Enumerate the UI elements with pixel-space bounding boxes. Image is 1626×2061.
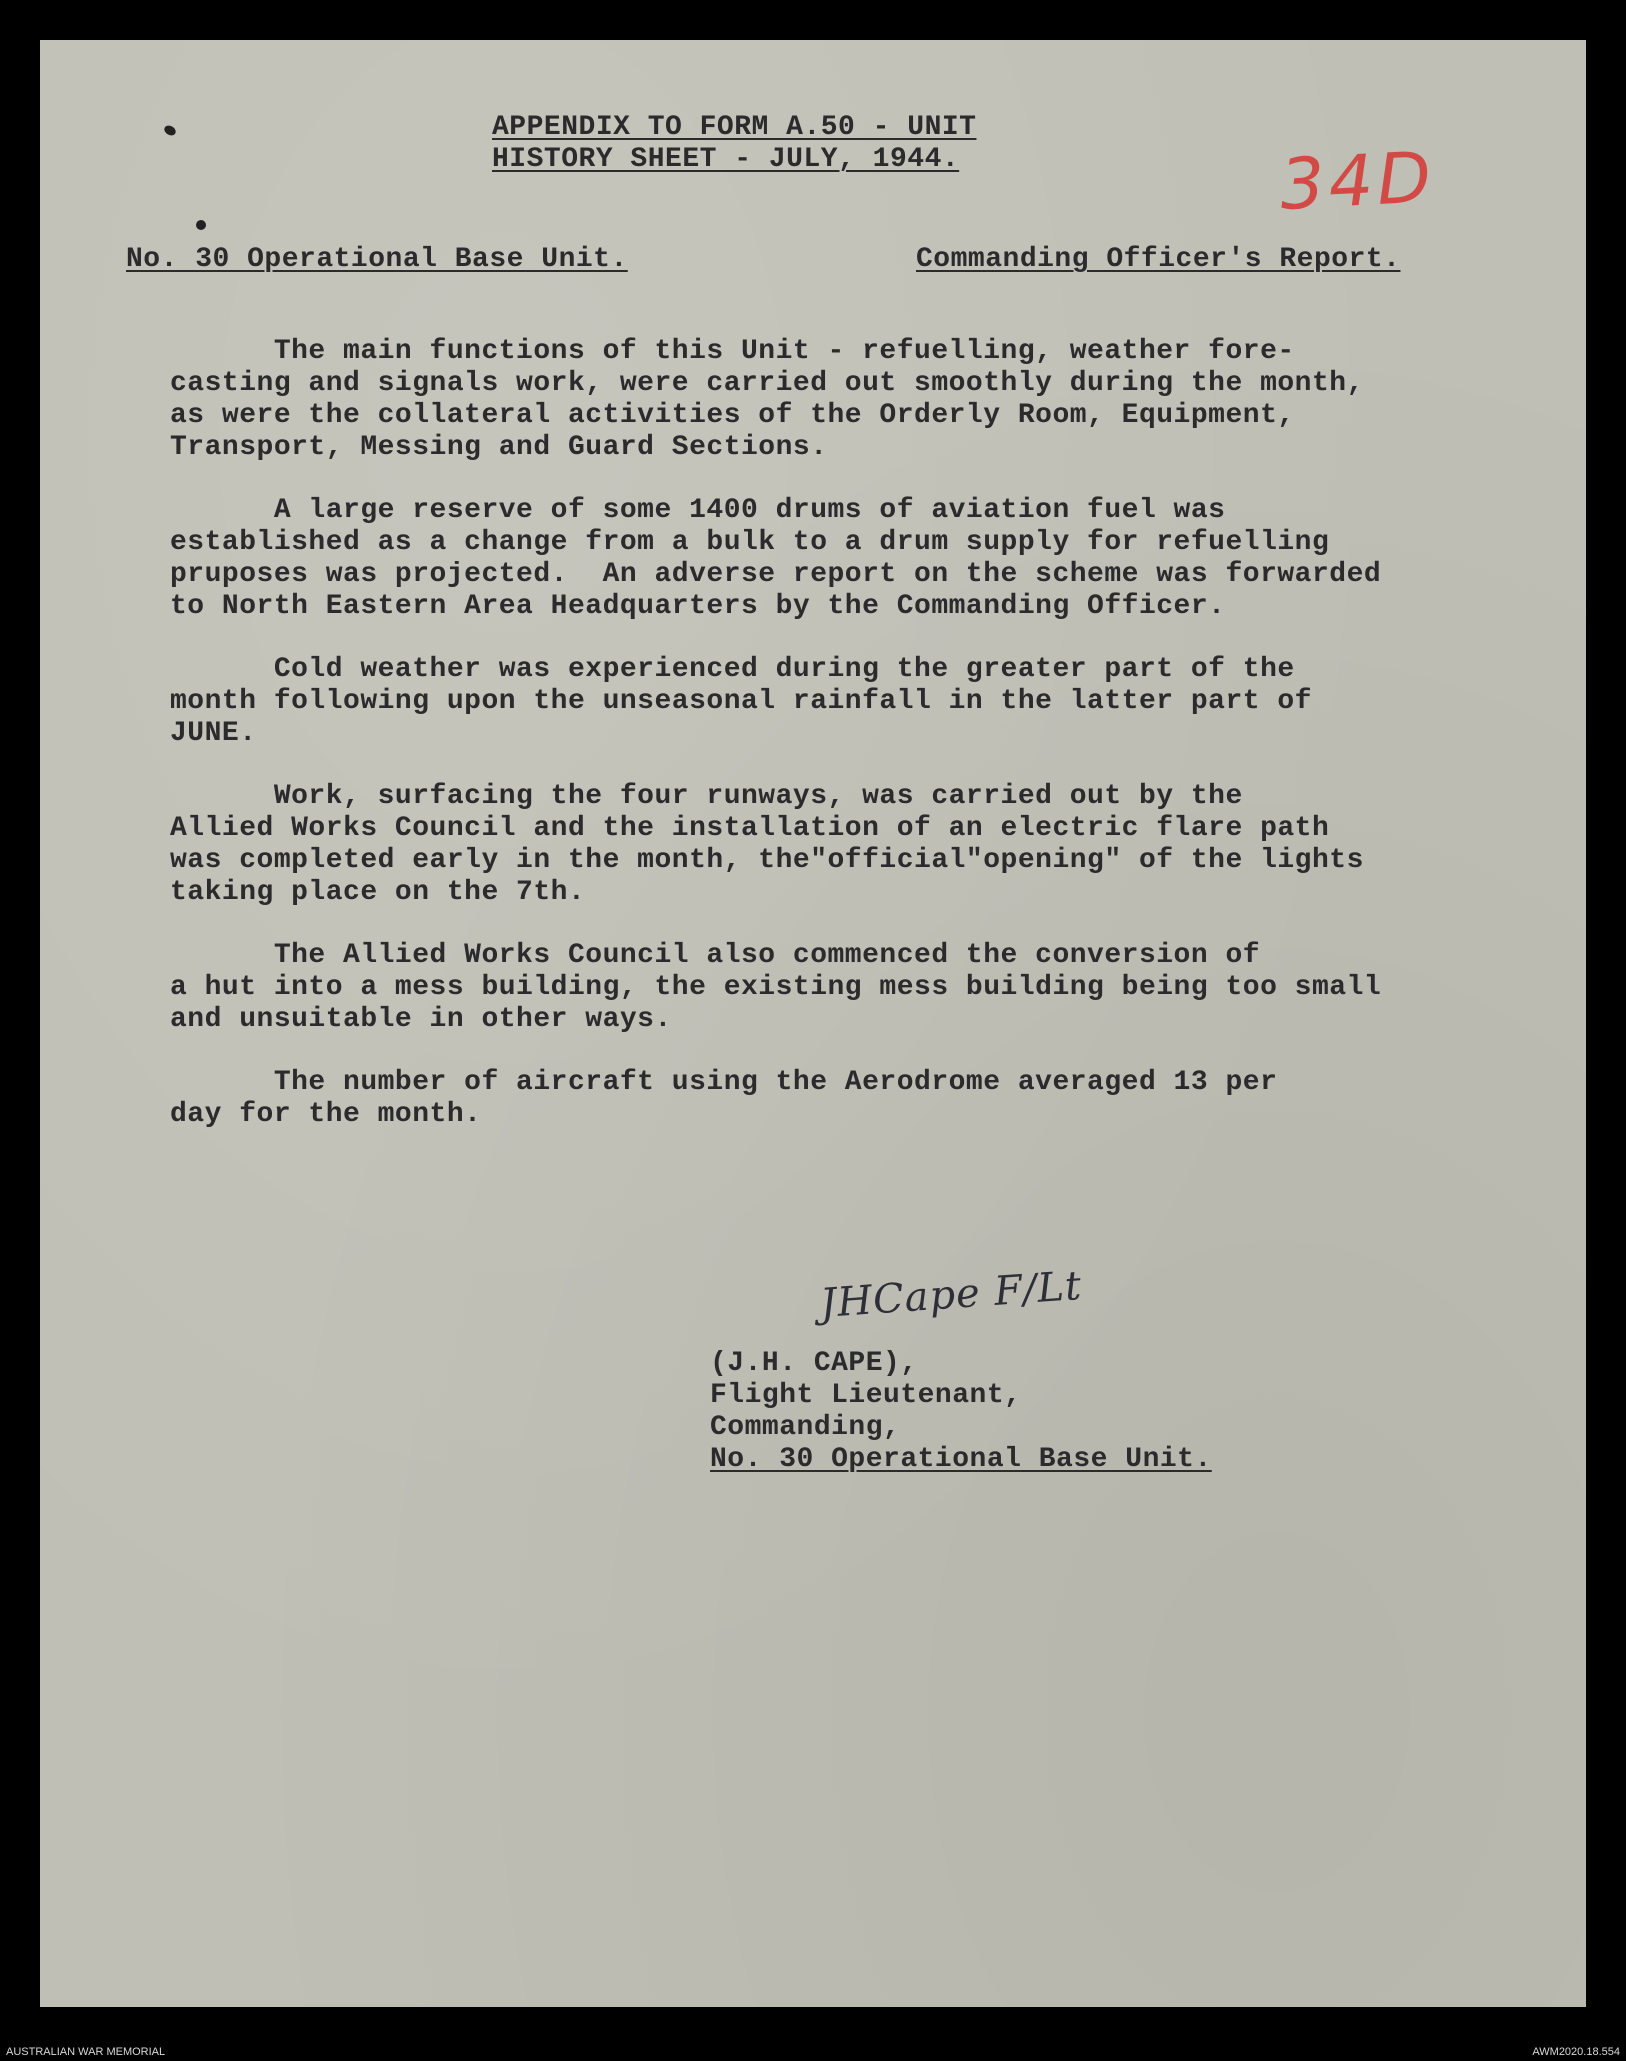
paragraph [170, 940, 1510, 1036]
text-line: day for the month. [170, 1099, 482, 1130]
paragraph [170, 1067, 1510, 1131]
unit-heading: No. 30 Operational Base Unit. [126, 244, 628, 275]
document-title-line-2: HISTORY SHEET - JULY, 1944. [492, 144, 960, 175]
text-line: JUNE. [170, 718, 257, 749]
text-line: Allied Works Council and the installation of an electric flare path [170, 813, 1330, 844]
paragraph [170, 654, 1510, 750]
text-line: established as a change from a bulk to a drum supply for refuelling [170, 527, 1330, 558]
document-page [40, 40, 1586, 2007]
text-line: Cold weather was experienced during the greater part of the [170, 654, 1295, 685]
archive-footer [0, 2043, 1626, 2061]
text-line: pruposes was projected. An adverse report on the scheme was forwarded [170, 559, 1382, 590]
paragraph [170, 781, 1510, 909]
text-line: taking place on the 7th. [170, 877, 586, 908]
text-line: Work, surfacing the four runways, was carried out by the [170, 781, 1243, 812]
folio-number-annotation: 34D [1277, 136, 1438, 226]
archive-credit: AUSTRALIAN WAR MEMORIAL [6, 2046, 166, 2058]
text-line: Transport, Messing and Guard Sections. [170, 432, 828, 463]
report-body [170, 336, 1510, 1162]
text-line: to North Eastern Area Headquarters by the Commanding Officer. [170, 591, 1226, 622]
handwritten-signature: JHCape F/Lt [818, 1262, 1084, 1328]
text-line: casting and signals work, were carried out smoothly during the month, [170, 368, 1364, 399]
text-line: was completed early in the month, the"official"opening" of the lights [170, 845, 1364, 876]
signatory-name: (J.H. CAPE), [710, 1348, 918, 1379]
text-line: and unsuitable in other ways. [170, 1004, 672, 1035]
text-line: A large reserve of some 1400 drums of aviation fuel was [170, 495, 1226, 526]
signature-block [710, 1348, 1212, 1476]
signatory-unit: No. 30 Operational Base Unit. [710, 1444, 1212, 1475]
signatory-role: Commanding, [710, 1412, 901, 1443]
text-line: a hut into a mess building, the existing mess building being too small [170, 972, 1382, 1003]
archive-reference: AWM2020.18.554 [1532, 2046, 1620, 2058]
text-line: The Allied Works Council also commenced the conversion of [170, 940, 1261, 971]
text-line: month following upon the unseasonal rainfall in the latter part of [170, 686, 1312, 717]
signatory-rank: Flight Lieutenant, [710, 1380, 1022, 1411]
text-line: The main functions of this Unit - refuelling, weather fore- [170, 336, 1295, 367]
ink-blot-mark [163, 124, 178, 138]
text-line: as were the collateral activities of the Orderly Room, Equipment, [170, 400, 1295, 431]
paragraph [170, 495, 1510, 623]
paragraph [170, 336, 1510, 464]
report-heading: Commanding Officer's Report. [916, 244, 1401, 275]
ink-blot-mark [196, 220, 206, 230]
text-line: The number of aircraft using the Aerodrome averaged 13 per [170, 1067, 1278, 1098]
document-title-line-1: APPENDIX TO FORM A.50 - UNIT [492, 112, 977, 143]
